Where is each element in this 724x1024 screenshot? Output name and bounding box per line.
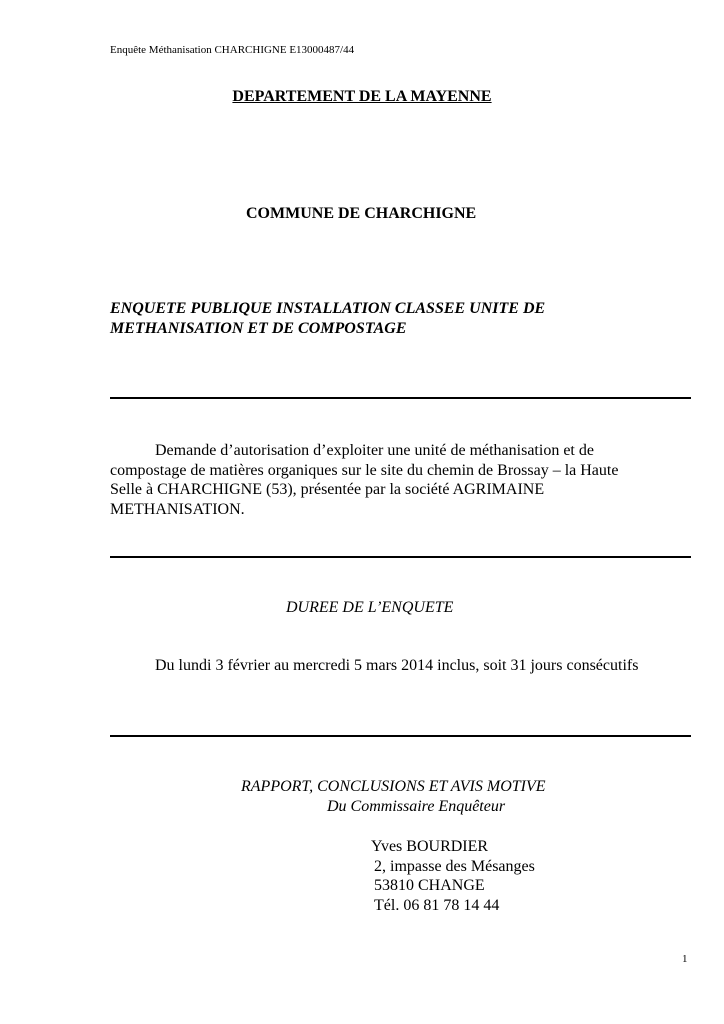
enquete-dates: Du lundi 3 février au mercredi 5 mars 2014 inclus, soit 31 jours consécutifs [155, 657, 639, 674]
demande-paragraph [110, 441, 695, 519]
commune-title: COMMUNE DE CHARCHIGNE [246, 205, 477, 222]
demande-line-2: compostage de matières organiques sur le site du chemin de Brossay – la Haute [110, 461, 619, 479]
commissaire-subtitle: Du Commissaire Enquêteur [327, 798, 506, 815]
divider-3 [110, 735, 691, 737]
department-title: DEPARTEMENT DE LA MAYENNE [232, 88, 492, 105]
duree-heading: DUREE DE L’ENQUETE [286, 599, 454, 616]
demande-line-4: METHANISATION. [110, 500, 245, 518]
commissaire-phone: Tél. 06 81 78 14 44 [374, 896, 500, 914]
demande-line-1: Demande d’autorisation d’exploiter une unité de méthanisation et de [155, 442, 594, 459]
demande-line-3: Selle à CHARCHIGNE (53), présentée par la société AGRIMAINE [110, 481, 545, 498]
commissaire-address-block [371, 837, 535, 915]
divider-2 [110, 556, 691, 558]
enquete-title-line-1: ENQUETE PUBLIQUE INSTALLATION CLASSEE UNITE DE [110, 300, 546, 317]
divider-1 [110, 397, 691, 399]
enquete-title-line-2: METHANISATION ET DE COMPOSTAGE [110, 320, 407, 337]
commissaire-name: Yves BOURDIER [371, 838, 489, 855]
commissaire-city: 53810 CHANGE [374, 877, 485, 894]
running-header: Enquête Méthanisation CHARCHIGNE E13000487/44 [110, 44, 355, 56]
page-number: 1 [682, 953, 688, 965]
rapport-title: RAPPORT, CONCLUSIONS ET AVIS MOTIVE [241, 778, 546, 795]
commissaire-street: 2, impasse des Mésanges [374, 857, 535, 875]
